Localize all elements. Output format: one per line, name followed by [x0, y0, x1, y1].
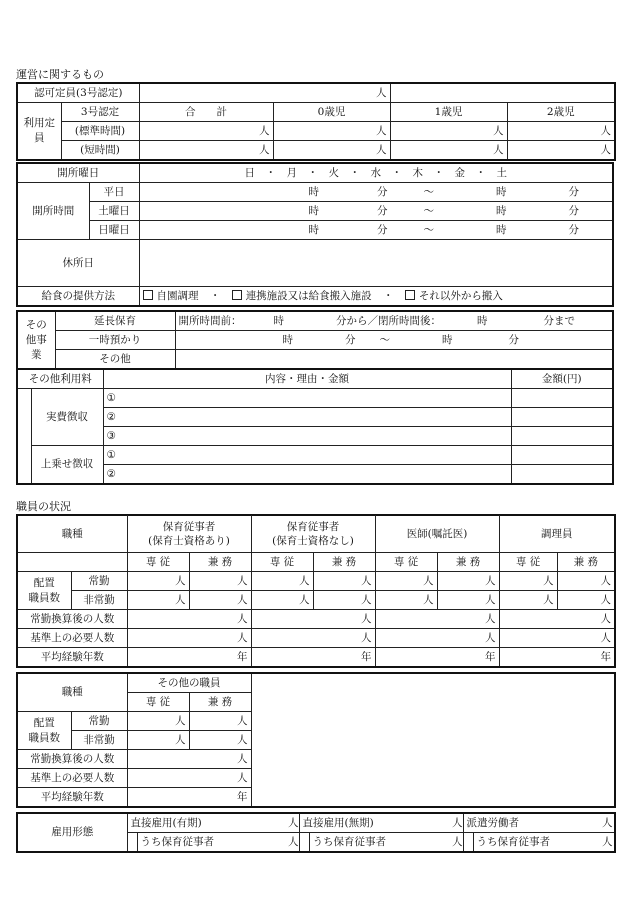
- nonregular-part-1[interactable]: 人: [189, 591, 251, 610]
- meal-options: 自園調理 ・ 連携施設又は給食搬入施設 ・ それ以外から搬入: [139, 287, 613, 307]
- employment-dispatch-childcare-label: うち保育従事者: [473, 833, 599, 853]
- meal-option-other-checkbox[interactable]: [405, 290, 415, 300]
- usage-col-total: 合 計: [139, 103, 273, 122]
- hours-weekday-value[interactable]: 時 分 〜 時 分: [139, 183, 613, 202]
- col-part-4: 兼 務: [557, 553, 615, 572]
- extra-fee-label: 上乗せ徴収: [31, 446, 103, 485]
- other-services-table: [16, 310, 614, 370]
- staff-group-cook: 調理員: [499, 515, 615, 553]
- regular-full-3[interactable]: 人: [375, 572, 437, 591]
- other-nonregular-full[interactable]: 人: [127, 731, 189, 750]
- staff-group-unqualified: 保育従事者 (保育士資格なし): [251, 515, 375, 553]
- row-regular-label: 常勤: [71, 572, 127, 591]
- operation-table: [16, 82, 616, 161]
- meal-option-own-checkbox[interactable]: [143, 290, 153, 300]
- nonregular-full-2[interactable]: 人: [251, 591, 313, 610]
- regular-part-4[interactable]: 人: [557, 572, 615, 591]
- usage-standard-total[interactable]: 人: [139, 122, 273, 141]
- usage-standard-age1[interactable]: 人: [390, 122, 507, 141]
- fees-header-amount: 金額(円): [511, 369, 613, 389]
- nonregular-part-2[interactable]: 人: [313, 591, 375, 610]
- row-converted-label: 常勤換算後の人数: [17, 610, 127, 629]
- other-staff-count-label: 配置 職員数: [17, 712, 71, 750]
- nonregular-full-3[interactable]: 人: [375, 591, 437, 610]
- converted-3[interactable]: 人: [375, 610, 499, 629]
- usage-label: 利用定員: [17, 103, 61, 161]
- employment-open-childcare-value[interactable]: 人: [449, 833, 463, 853]
- employment-dispatch-value[interactable]: 人: [599, 813, 615, 833]
- hours-row-saturday: 土曜日: [89, 202, 139, 221]
- hours-label: 開所時間: [17, 183, 89, 240]
- extra-fee-row-1[interactable]: ①: [103, 446, 511, 465]
- other-row-regular-label: 常勤: [71, 712, 127, 731]
- fees-table: [16, 368, 614, 485]
- extra-fee-amount-2[interactable]: [511, 465, 613, 485]
- usage-standard-age2[interactable]: 人: [507, 122, 615, 141]
- actual-fee-amount-1[interactable]: [511, 389, 613, 408]
- other-col-part: 兼 務: [189, 693, 251, 712]
- open-days-label: 開所曜日: [17, 163, 139, 183]
- capacity-value[interactable]: 人: [139, 83, 390, 103]
- actual-fee-amount-2[interactable]: [511, 408, 613, 427]
- other-row-nonregular-label: 非常勤: [71, 731, 127, 750]
- years-4[interactable]: 年: [499, 648, 615, 668]
- employment-open-childcare-label: うち保育従事者: [309, 833, 449, 853]
- extended-care-value[interactable]: 開所時間前： 時 分から／閉所時間後： 時 分まで: [175, 311, 613, 331]
- hours-row-weekday: 平日: [89, 183, 139, 202]
- converted-1[interactable]: 人: [127, 610, 251, 629]
- schedule-table: [16, 162, 614, 307]
- col-part-2: 兼 務: [313, 553, 375, 572]
- other-regular-part[interactable]: 人: [189, 712, 251, 731]
- row-years-label: 平均経験年数: [17, 648, 127, 668]
- hours-saturday-value[interactable]: 時 分 〜 時 分: [139, 202, 613, 221]
- usage-row-standard: (標準時間): [61, 122, 139, 141]
- usage-col-age0: 0歳児: [273, 103, 390, 122]
- other-years[interactable]: 年: [127, 788, 251, 808]
- converted-2[interactable]: 人: [251, 610, 375, 629]
- other-staff-label: その他の職員: [127, 673, 251, 693]
- other-required[interactable]: 人: [127, 769, 251, 788]
- regular-part-3[interactable]: 人: [437, 572, 499, 591]
- other-col-full: 専 従: [127, 693, 189, 712]
- employment-direct-fixed-value[interactable]: 人: [285, 813, 299, 833]
- regular-full-1[interactable]: 人: [127, 572, 189, 591]
- actual-fee-row-3[interactable]: ③: [103, 427, 511, 446]
- nonregular-part-3[interactable]: 人: [437, 591, 499, 610]
- required-1[interactable]: 人: [127, 629, 251, 648]
- usage-col-age2: 2歳児: [507, 103, 615, 122]
- other-services-label: その他事業: [17, 311, 55, 369]
- holiday-value[interactable]: [139, 240, 613, 287]
- extra-fee-row-2[interactable]: ②: [103, 465, 511, 485]
- col-part-1: 兼 務: [189, 553, 251, 572]
- fees-label: その他利用料: [17, 369, 103, 389]
- col-full-4: 専 従: [499, 553, 557, 572]
- years-1[interactable]: 年: [127, 648, 251, 668]
- staff-group-doctor: 医師(嘱託医): [375, 515, 499, 553]
- employment-direct-fixed-label: 直接雇用(有期): [127, 813, 285, 833]
- actual-fee-row-1[interactable]: ①: [103, 389, 511, 408]
- staff-table: [16, 514, 616, 668]
- meal-option-partner-checkbox[interactable]: [232, 290, 242, 300]
- required-3[interactable]: 人: [375, 629, 499, 648]
- usage-short-total[interactable]: 人: [139, 141, 273, 161]
- years-3[interactable]: 年: [375, 648, 499, 668]
- row-nonregular-label: 非常勤: [71, 591, 127, 610]
- meal-label: 給食の提供方法: [17, 287, 139, 307]
- required-4[interactable]: 人: [499, 629, 615, 648]
- years-2[interactable]: 年: [251, 648, 375, 668]
- other-row-years-label: 平均経験年数: [17, 788, 127, 808]
- employment-label: 雇用形態: [17, 813, 127, 852]
- hours-sunday-value[interactable]: 時 分 〜 時 分: [139, 221, 613, 240]
- required-2[interactable]: 人: [251, 629, 375, 648]
- converted-4[interactable]: 人: [499, 610, 615, 629]
- col-full-1: 専 従: [127, 553, 189, 572]
- staff-group-qualified: 保育従事者 (保育士資格あり): [127, 515, 251, 553]
- other-service-misc-value[interactable]: [175, 350, 613, 370]
- regular-part-1[interactable]: 人: [189, 572, 251, 591]
- employment-table: [16, 812, 616, 853]
- col-part-3: 兼 務: [437, 553, 499, 572]
- temporary-care-value[interactable]: 時 分 〜 時 分: [175, 331, 613, 350]
- usage-col-age1: 1歳児: [390, 103, 507, 122]
- nonregular-full-4[interactable]: 人: [499, 591, 557, 610]
- staff-count-label: 配置 職員数: [17, 572, 71, 610]
- employment-fixed-childcare-label: うち保育従事者: [137, 833, 285, 853]
- employment-fixed-childcare-value[interactable]: 人: [285, 833, 299, 853]
- col-full-2: 専 従: [251, 553, 313, 572]
- open-days-value[interactable]: 日 ・ 月 ・ 火 ・ 水 ・ 木 ・ 金 ・ 土: [139, 163, 613, 183]
- section-title-operation: 運営に関するもの: [16, 68, 104, 81]
- other-regular-full[interactable]: 人: [127, 712, 189, 731]
- regular-full-2[interactable]: 人: [251, 572, 313, 591]
- usage-short-age1[interactable]: 人: [390, 141, 507, 161]
- other-row-required-label: 基準上の必要人数: [17, 769, 127, 788]
- regular-full-4[interactable]: 人: [499, 572, 557, 591]
- extended-care-label: 延長保育: [55, 311, 175, 331]
- staff-kind-label: 職種: [17, 515, 127, 553]
- col-full-3: 専 従: [375, 553, 437, 572]
- other-service-misc-label: その他: [55, 350, 175, 370]
- other-nonregular-part[interactable]: 人: [189, 731, 251, 750]
- usage-short-age2[interactable]: 人: [507, 141, 615, 161]
- employment-direct-open-value[interactable]: 人: [449, 813, 463, 833]
- nonregular-full-1[interactable]: 人: [127, 591, 189, 610]
- employment-dispatch-childcare-value[interactable]: 人: [599, 833, 615, 853]
- row-required-label: 基準上の必要人数: [17, 629, 127, 648]
- regular-part-2[interactable]: 人: [313, 572, 375, 591]
- actual-fee-row-2[interactable]: ②: [103, 408, 511, 427]
- usage-row-short: (短時間): [61, 141, 139, 161]
- usage-standard-age0[interactable]: 人: [273, 122, 390, 141]
- actual-fee-amount-3[interactable]: [511, 427, 613, 446]
- temporary-care-label: 一時預かり: [55, 331, 175, 350]
- usage-kind: 3号認定: [61, 103, 139, 122]
- nonregular-part-4[interactable]: 人: [557, 591, 615, 610]
- extra-fee-amount-1[interactable]: [511, 446, 613, 465]
- employment-direct-open-label: 直接雇用(無期): [299, 813, 449, 833]
- section-title-staff: 職員の状況: [16, 500, 71, 513]
- other-staff-table: [16, 672, 616, 808]
- other-row-converted-label: 常勤換算後の人数: [17, 750, 127, 769]
- other-staff-kind-label: 職種: [17, 673, 127, 712]
- holiday-label: 休所日: [17, 240, 139, 287]
- other-converted[interactable]: 人: [127, 750, 251, 769]
- fees-header-content: 内容・理由・金額: [103, 369, 511, 389]
- employment-dispatch-label: 派遣労働者: [463, 813, 599, 833]
- actual-fee-label: 実費徴収: [31, 389, 103, 446]
- hours-row-sunday: 日曜日: [89, 221, 139, 240]
- capacity-label: 認可定員(3号認定): [17, 83, 139, 103]
- usage-short-age0[interactable]: 人: [273, 141, 390, 161]
